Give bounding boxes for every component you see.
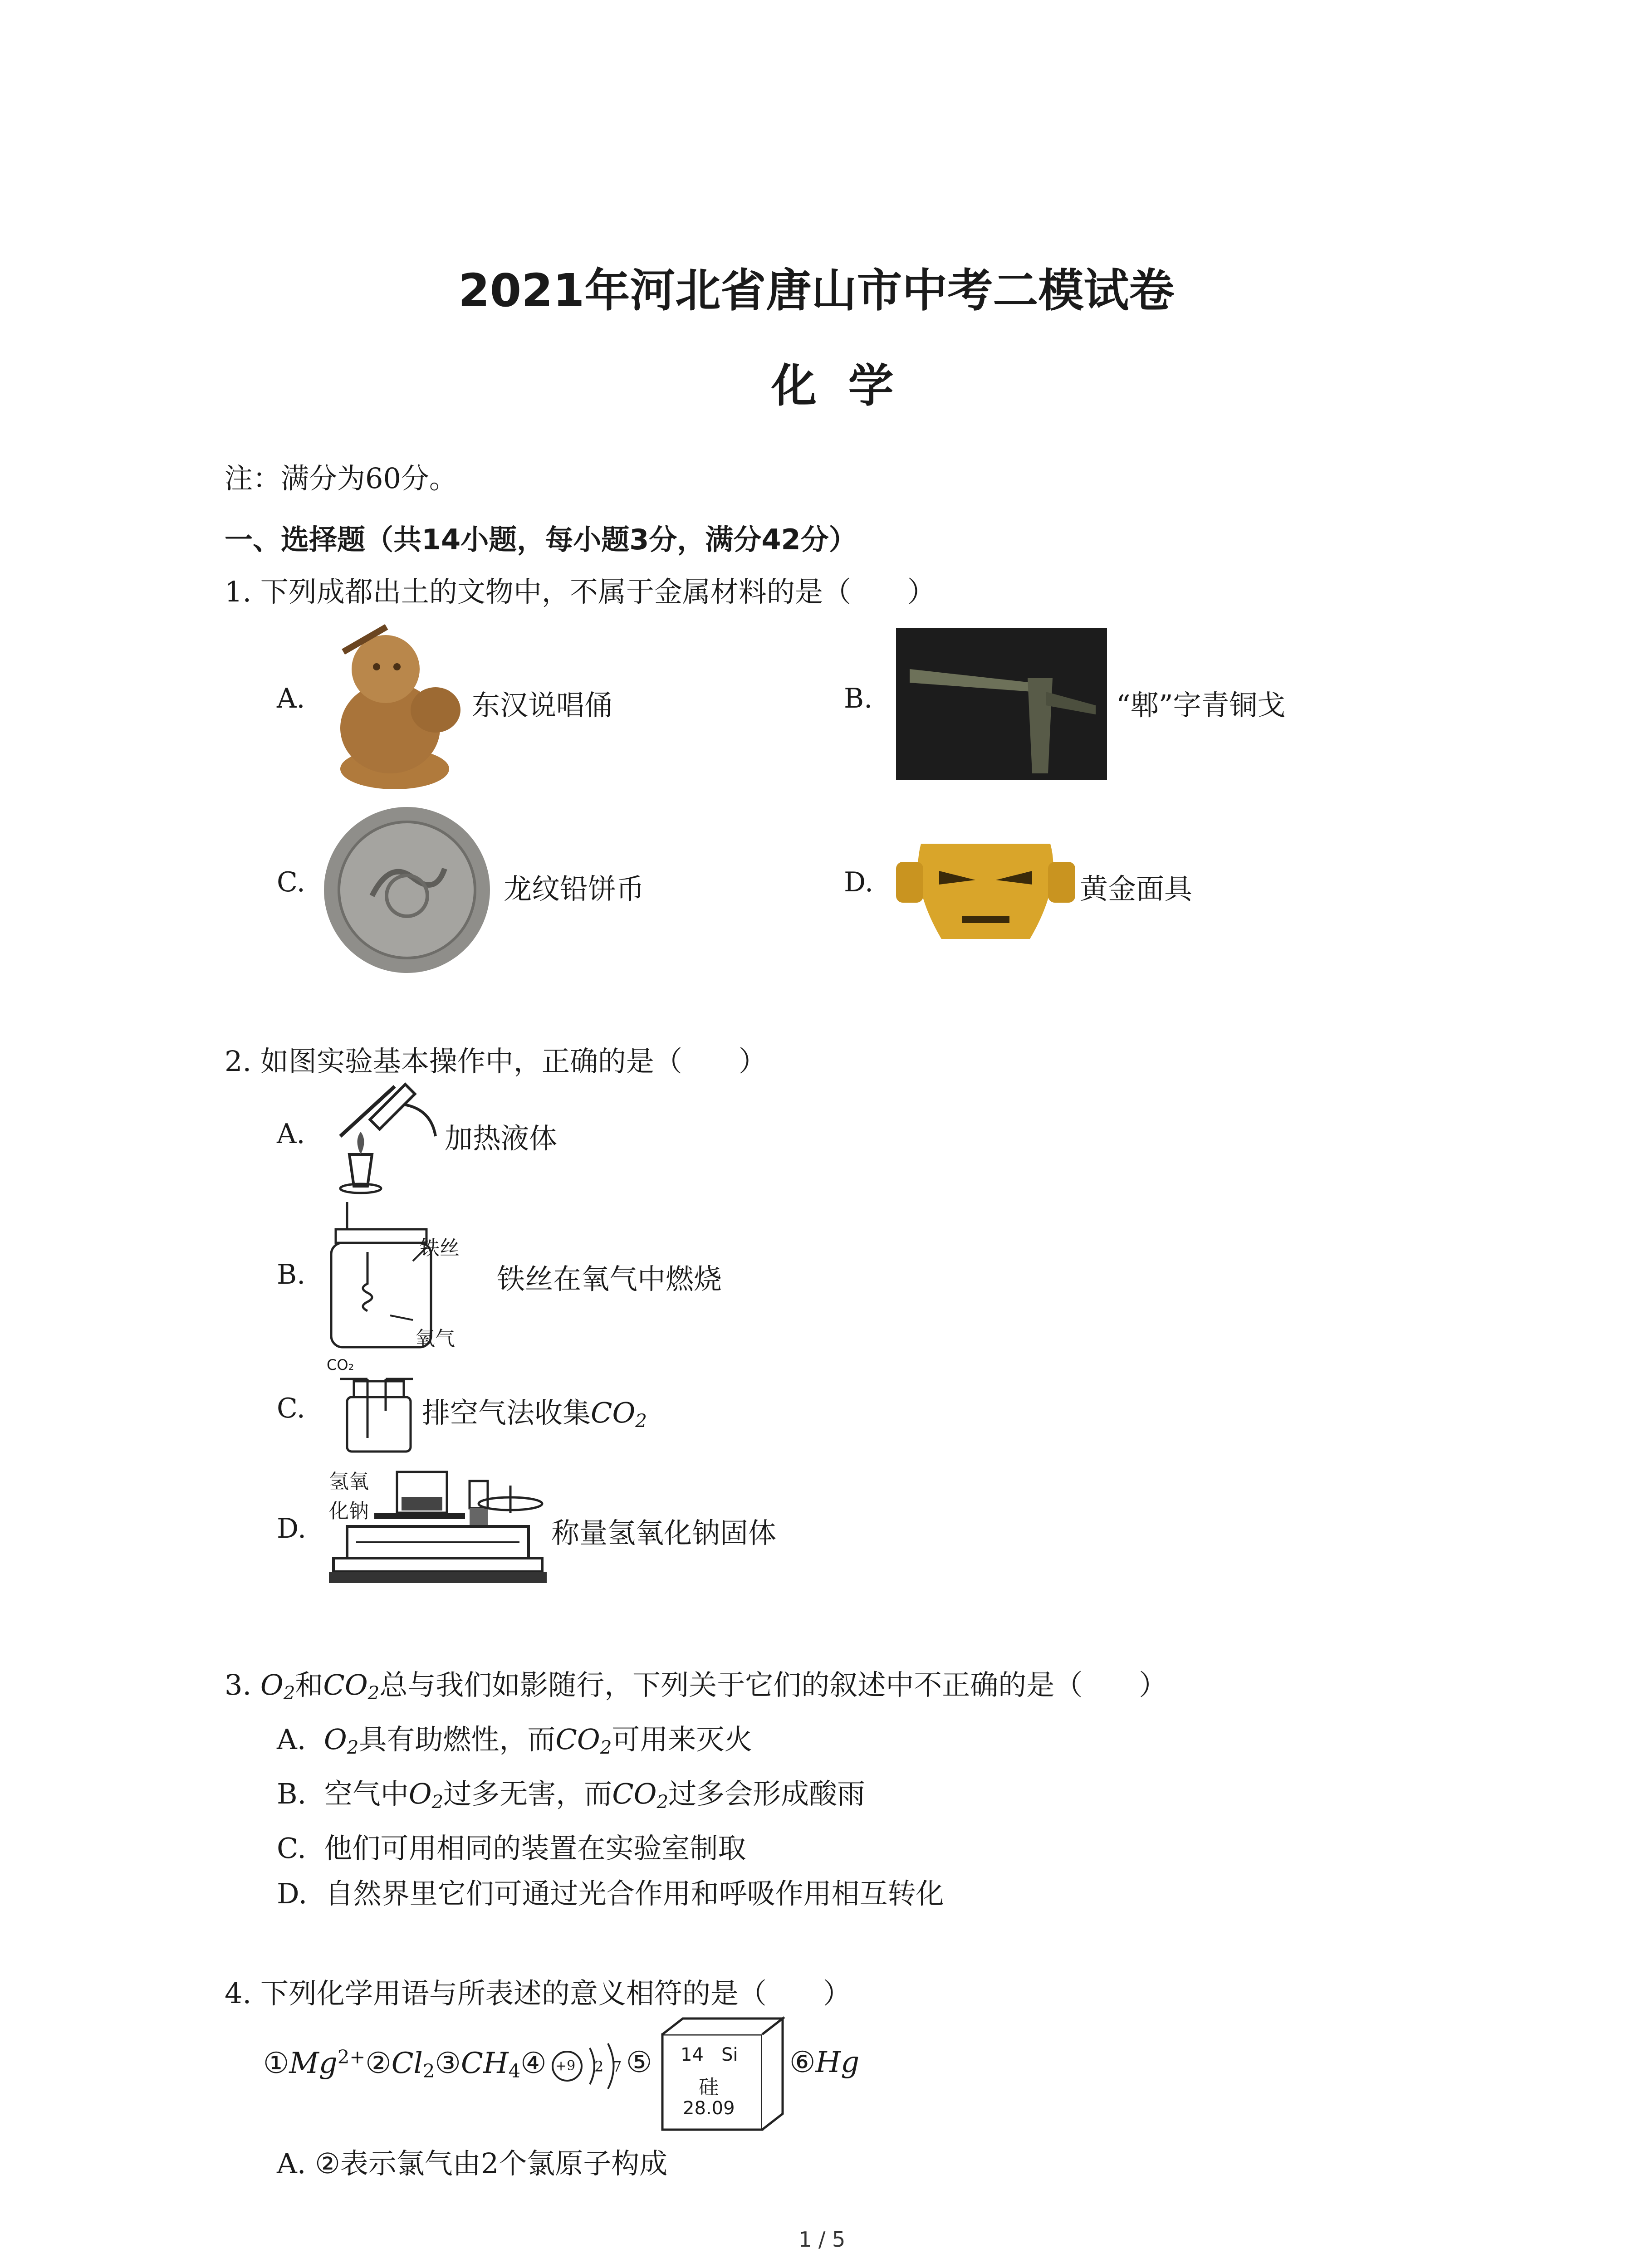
q1-option-d-text: 黄金面具 [1080,872,1193,905]
q3-co2: $CO_2$ [323,1668,380,1704]
section-heading: 一、选择题（共14小题，每小题3分，满分42分） [225,523,857,556]
q2-co2-small-label: CO₂ [327,1356,354,1374]
q1-gold-mask-image [894,830,1078,950]
q2-iron-wire-image [322,1198,467,1354]
q2-wire-label: 铁丝 [420,1237,460,1260]
q3-stem-mid: 和 [295,1668,323,1701]
q2-naoh-label-1: 氢氧 [329,1470,369,1493]
q1-option-a-letter: A. [277,683,305,714]
q3-o2: $O_2$ [260,1668,295,1704]
q2-naoh-label-2: 化钠 [329,1500,369,1523]
q1-stem: 1. 下列成都出土的文物中，不属于金属材料的是（ ） [225,575,936,608]
q4-shell2-count: 7 [612,2058,622,2075]
q3-stem: 3. $O_2$和$CO_2$总与我们如影随行，下列关于它们的叙述中不正确的是（ ） [225,1668,1167,1704]
q4-atomic-number: 14 [681,2044,704,2065]
q2-co2-collection-image [322,1356,422,1454]
q3-option-a-letter: A. [277,1723,306,1756]
q2-option-b-letter: B. [277,1259,306,1290]
q2-option-c-formula: $CO_2$ [591,1396,647,1432]
q4-circle-6: ⑥Hg [789,2046,860,2079]
q3-option-b-p3: 过多会形成酸雨 [668,1777,866,1810]
q4-option-a: A. ②表示氯气由2个氯原子构成 [277,2147,668,2180]
q3-option-a-p1: 具有助燃性，而 [358,1723,556,1756]
q2-option-d-text: 称量氢氧化钠固体 [551,1516,777,1549]
q1-option-a-text: 东汉说唱俑 [472,689,613,722]
q3-option-b-letter: B. [277,1777,307,1810]
q2-option-c-main: 排空气法收集 [422,1396,591,1429]
q4-atom-structure-diagram [549,2039,635,2093]
q4-stem: 4. 下列化学用语与所表述的意义相符的是（ ） [225,1977,851,2010]
q1-option-c-text: 龙纹铅饼币 [504,872,645,905]
q3-option-a: A. $O_2$具有助燃性，而$CO_2$可用来灭火 [277,1723,753,1759]
q3-option-b-p1: 空气中 [324,1777,409,1810]
q4-nucleus-charge: +9 [555,2058,576,2074]
q1-bronze-ge-image [896,628,1107,780]
q2-option-c-text [422,1390,647,1432]
q4-element-name: 硅 [699,2076,719,2099]
page-title: 2021年河北省唐山市中考二模试卷 [458,264,1175,317]
q2-option-c-letter: C. [277,1393,305,1424]
q1-coin-image [322,805,492,975]
q4-element-symbol: Si [721,2044,738,2065]
q3-option-d-text: 自然界里它们可通过光合作用和呼吸作用相互转化 [325,1877,944,1910]
q1-option-d-letter: D. [844,866,874,898]
q2-option-a-text: 加热液体 [445,1122,558,1155]
q2-balance-image [320,1463,549,1590]
q4-circle-5: ⑤ [626,2046,652,2079]
subject-title: 化 学 [771,359,894,412]
q3-option-c-text: 他们可用相同的装置在实验室制取 [324,1832,746,1865]
q1-figurine-image [322,619,467,792]
q3-option-b-p2: 过多无害，而 [443,1777,612,1810]
q2-option-a-letter: A. [277,1118,305,1150]
q4-atomic-mass: 28.09 [683,2098,735,2119]
q1-option-b-text: “郫”字青铜戈 [1116,689,1286,722]
q2-stem: 2. 如图实验基本操作中，正确的是（ ） [225,1045,767,1078]
q4-shell1-count: 2 [594,2058,604,2075]
q2-option-d-letter: D. [277,1513,307,1545]
q2-option-b-text: 铁丝在氧气中燃烧 [497,1262,722,1295]
q3-option-c [277,1826,746,1866]
page-number: 1 / 5 [798,2227,846,2252]
q3-option-d [277,1871,944,1911]
q1-option-b-letter: B. [844,683,873,714]
q4-element-cell [660,2016,785,2132]
q2-heating-liquid-image [322,1077,440,1195]
score-note: 注：满分为60分。 [225,462,457,495]
q3-stem-end: 总与我们如影随行，下列关于它们的叙述中不正确的是（ ） [379,1668,1167,1701]
q4-symbols-row: $①Mg^{2+}②Cl_2③CH_4④$ [263,2046,547,2082]
q1-option-c-letter: C. [277,866,305,898]
q3-option-c-letter: C. [277,1832,306,1865]
q2-oxygen-label: 氧气 [415,1327,455,1350]
q3-option-d-letter: D. [277,1877,308,1910]
q3-option-b: B. 空气中$O_2$过多无害，而$CO_2$过多会形成酸雨 [277,1777,866,1813]
q3-option-a-p2: 可用来灭火 [612,1723,753,1756]
